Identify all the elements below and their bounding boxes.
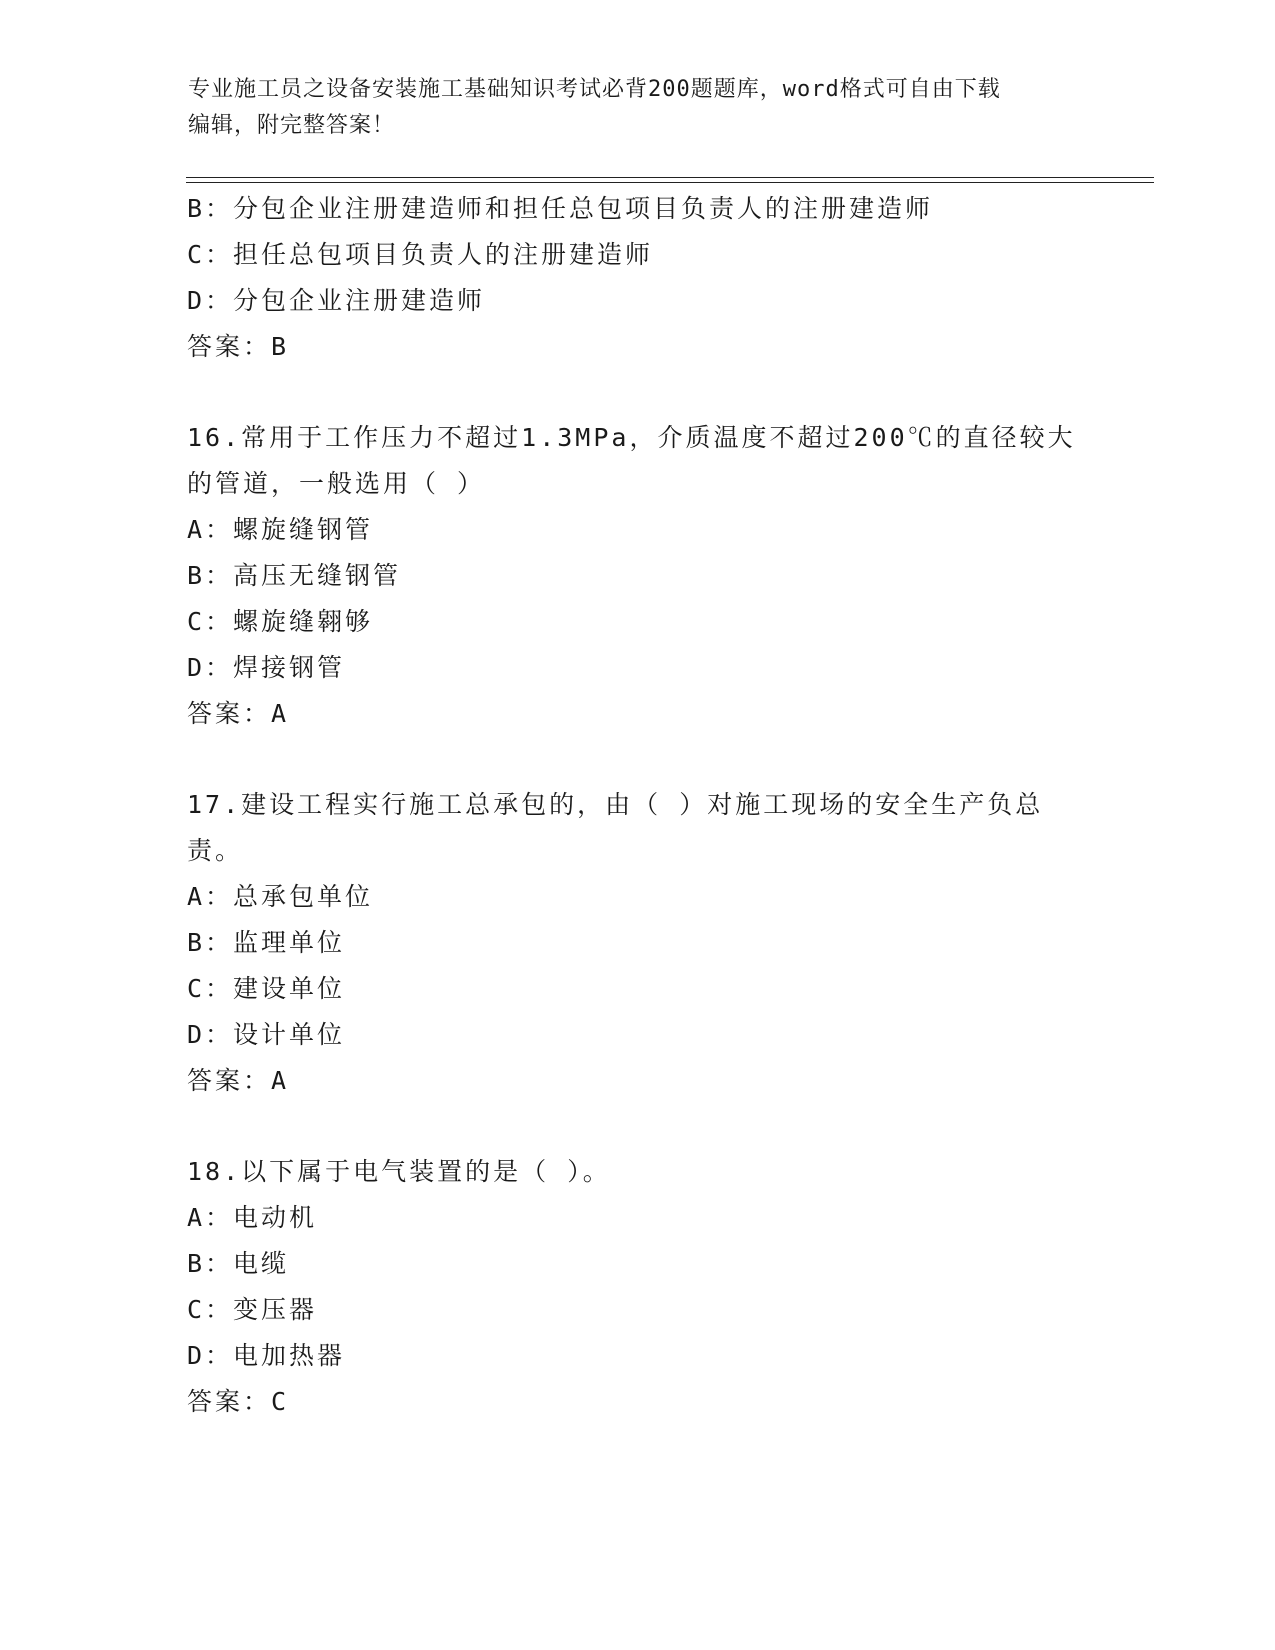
question-stem: 17.建设工程实行施工总承包的，由（ ）对施工现场的安全生产负总 <box>187 790 1044 819</box>
question-stem: 18.以下属于电气装置的是（ ）。 <box>187 1157 611 1186</box>
option-b: B：监理单位 <box>187 928 346 957</box>
option-b: B：高压无缝钢管 <box>187 561 402 590</box>
header-divider-bottom <box>186 182 1154 183</box>
spacer <box>187 737 1087 782</box>
header-divider-top <box>186 177 1154 178</box>
option-a: A：电动机 <box>187 1203 318 1232</box>
option-d: D：分包企业注册建造师 <box>187 286 486 315</box>
spacer <box>187 1104 1087 1149</box>
question-list <box>187 186 1087 1425</box>
option-b: B：电缆 <box>187 1249 290 1278</box>
option-d: D：设计单位 <box>187 1020 346 1049</box>
question-15 <box>187 186 1087 370</box>
question-stem: 16.常用于工作压力不超过1.3MPa，介质温度不超过200℃的直径较大 <box>187 423 1076 452</box>
document-header <box>188 72 1068 144</box>
answer: 答案：A <box>187 699 290 728</box>
option-c: C：担任总包项目负责人的注册建造师 <box>187 240 654 269</box>
option-c: C：变压器 <box>187 1295 318 1324</box>
question-16 <box>187 415 1087 737</box>
question-18 <box>187 1149 1087 1425</box>
option-b: B：分包企业注册建造师和担任总包项目负责人的注册建造师 <box>187 194 934 223</box>
option-c: C：建设单位 <box>187 974 346 1003</box>
answer: 答案：B <box>187 332 290 361</box>
answer: 答案：A <box>187 1066 290 1095</box>
answer: 答案：C <box>187 1387 290 1416</box>
option-a: A：总承包单位 <box>187 882 374 911</box>
question-17 <box>187 782 1087 1104</box>
spacer <box>187 370 1087 415</box>
option-d: D：焊接钢管 <box>187 653 346 682</box>
question-stem-continued: 的管道，一般选用（ ） <box>187 469 486 498</box>
question-stem-continued: 责。 <box>187 836 244 865</box>
option-c: C：螺旋缝翱够 <box>187 607 374 636</box>
option-a: A：螺旋缝钢管 <box>187 515 374 544</box>
header-line-2: 编辑，附完整答案！ <box>188 113 396 138</box>
header-line-1: 专业施工员之设备安装施工基础知识考试必背200题题库，word格式可自由下载 <box>188 77 1001 102</box>
option-d: D：电加热器 <box>187 1341 346 1370</box>
